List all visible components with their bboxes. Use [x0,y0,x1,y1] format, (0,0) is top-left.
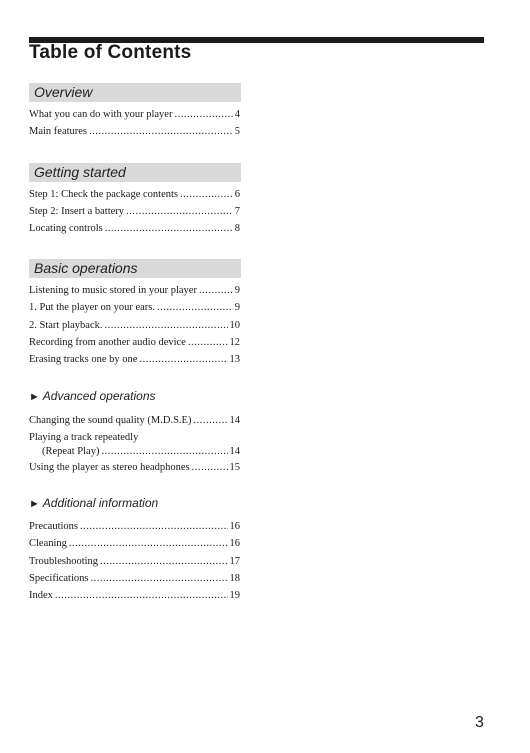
entry-page: 16 [229,538,240,549]
entry-title: 2. Start playback. [29,320,103,331]
entry-title: Listening to music stored in your player [29,285,197,296]
dot-leader [55,589,228,603]
arrow-right-icon: ► [29,498,40,510]
entry-page: 9 [234,285,240,296]
toc-entry[interactable] [29,222,240,236]
dot-leader [192,461,228,475]
dot-leader [126,205,233,219]
toc-entry[interactable] [29,188,240,202]
subsection-header-additional-information [29,496,158,510]
entry-page: 12 [229,337,240,348]
entry-title: Locating controls [29,223,103,234]
page-title: Table of Contents [29,42,192,63]
toc-entry[interactable] [29,555,240,569]
dot-leader [90,572,227,586]
section-header-overview: Overview [29,83,241,102]
dot-leader [174,108,232,122]
toc-entry[interactable] [29,205,240,219]
toc-entry[interactable] [29,461,240,475]
entry-title: Main features [29,126,88,137]
entry-page: 14 [229,415,240,426]
entry-page: 13 [229,354,240,365]
entry-title: Recording from another audio device [29,337,186,348]
dot-leader [89,125,233,139]
toc-entry[interactable] [29,414,240,428]
toc-entry[interactable] [29,353,240,367]
dot-leader [69,537,228,551]
entry-page: 5 [234,126,240,137]
entry-page: 9 [234,302,240,313]
toc-entry[interactable] [29,301,240,315]
toc-entry[interactable] [29,108,240,122]
entry-page: 16 [229,521,240,532]
page-number: 3 [475,714,484,731]
subsection-title: Advanced operations [42,389,156,403]
entry-page: 8 [234,223,240,234]
toc-entry[interactable] [29,284,240,298]
dot-leader [105,222,233,236]
toc-entry[interactable] [29,431,240,459]
toc-entry[interactable] [29,520,240,534]
entry-title: Troubleshooting [29,556,99,567]
toc-entry[interactable] [29,537,240,551]
dot-leader [101,445,227,459]
toc-entry[interactable] [29,319,240,333]
entry-title: Precautions [29,521,78,532]
arrow-right-icon: ► [29,391,40,403]
entry-title: Step 2: Insert a battery [29,206,125,217]
dot-leader [100,555,227,569]
entry-title: Using the player as stereo headphones [29,462,190,473]
section-header-basic-operations: Basic operations [29,259,241,278]
entry-page: 14 [229,446,240,457]
subsection-title: Additional information [42,496,159,510]
dot-leader [139,353,227,367]
subsection-header-advanced-operations [29,389,156,403]
entry-title-continued: (Repeat Play) [42,446,100,457]
dot-leader [188,336,228,350]
entry-page: 6 [234,189,240,200]
toc-entry[interactable] [29,589,240,603]
entry-page: 7 [234,206,240,217]
toc-entry[interactable] [29,572,240,586]
entry-page: 4 [234,109,240,120]
entry-page: 19 [229,590,240,601]
entry-continuation [29,445,240,459]
entry-page: 10 [229,320,240,331]
dot-leader [193,414,227,428]
dot-leader [104,319,227,333]
entry-page: 18 [229,573,240,584]
entry-title: Erasing tracks one by one [29,354,138,365]
entry-title: 1. Put the player on your ears. [29,302,155,313]
entry-title: Index [29,590,53,601]
entry-page: 15 [229,462,240,473]
entry-title: What you can do with your player [29,109,173,120]
section-header-getting-started: Getting started [29,163,241,182]
dot-leader [157,301,233,315]
entry-title: Cleaning [29,538,67,549]
entry-page: 17 [229,556,240,567]
entry-title: Step 1: Check the package contents [29,189,178,200]
entry-title: Changing the sound quality (M.D.S.E) [29,415,192,426]
toc-entry[interactable] [29,336,240,350]
dot-leader [80,520,228,534]
dot-leader [199,284,233,298]
entry-title: Specifications [29,573,89,584]
dot-leader [180,188,233,202]
toc-entry[interactable] [29,125,240,139]
entry-title: Playing a track repeatedly [29,432,139,443]
